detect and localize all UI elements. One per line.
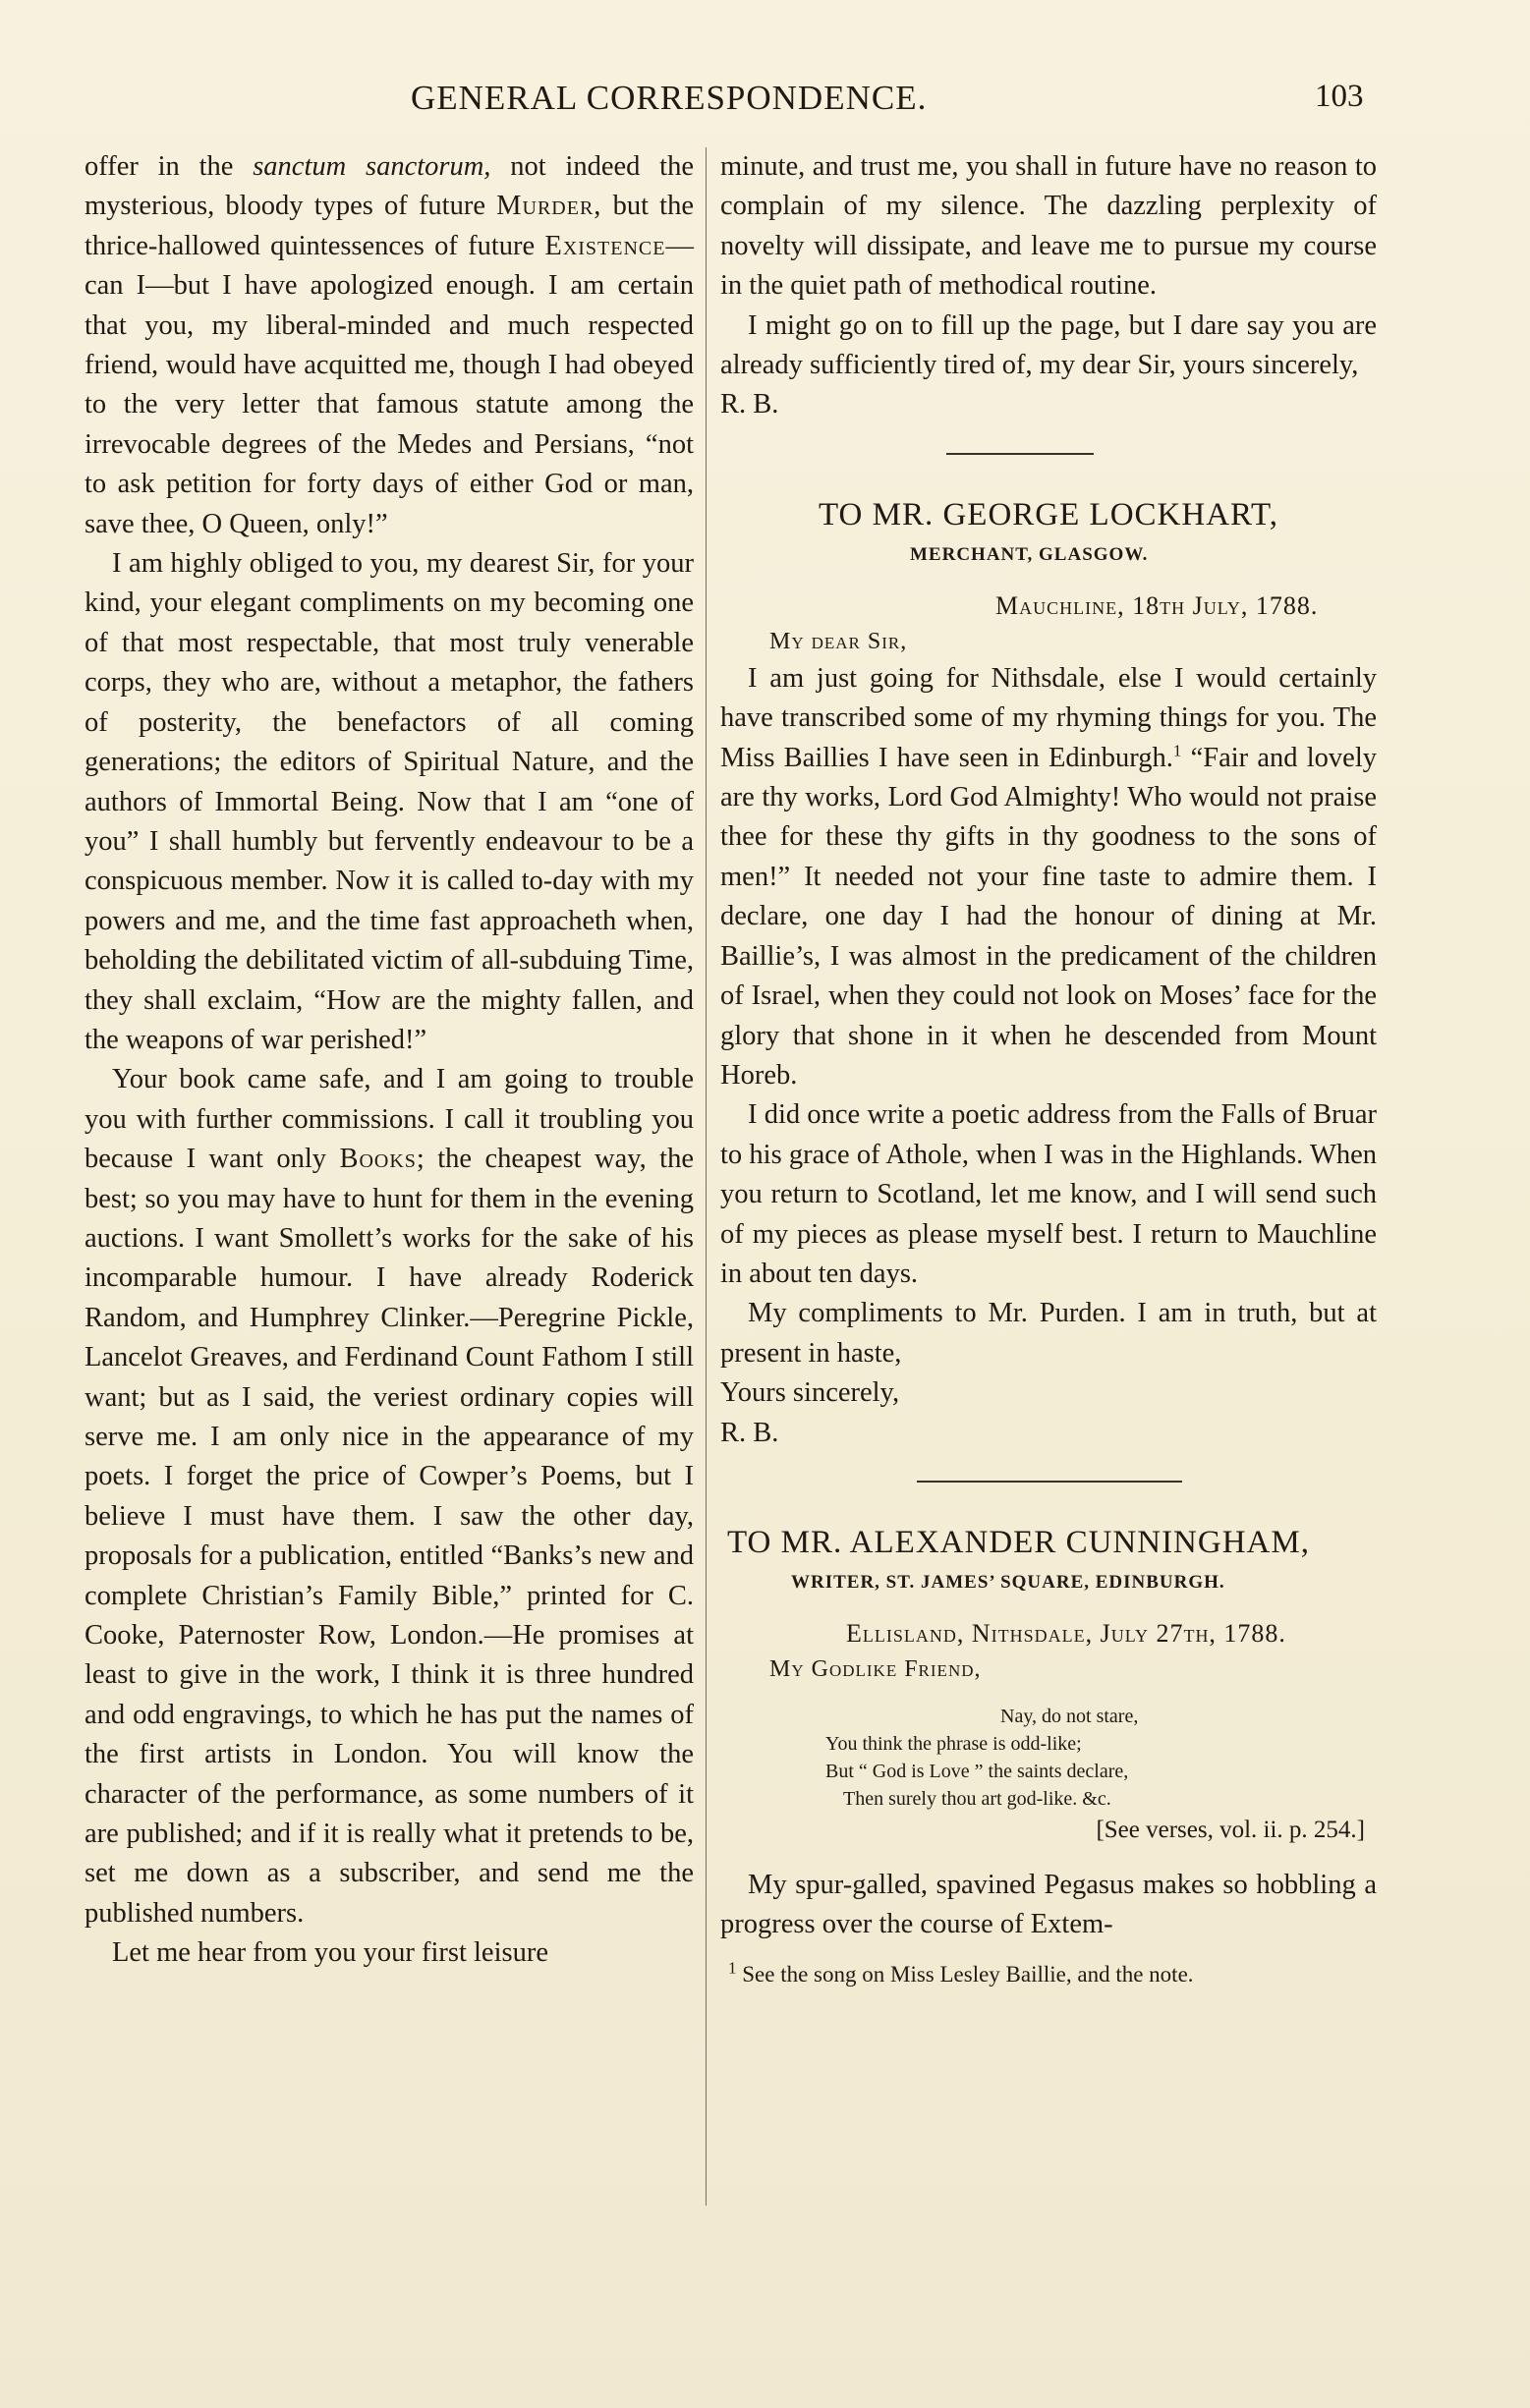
footnote-reference: 1 [1172, 741, 1182, 760]
verse-line: Then surely thou art god-like. &c. [843, 1787, 1111, 1810]
section-divider [946, 453, 1094, 455]
letter-subheading: WRITER, ST. JAMES’ SQUARE, EDINBURGH. [791, 1571, 1225, 1593]
salutation: My dear Sir, [769, 628, 908, 654]
paragraph: offer in the sanctum sanctorum, not indeed the mysterious, bloody types of future Murder, but the thrice-hallowed quintessences of future Existence—can I—but I have apologized enough. I am certain that you, my liberal-minded and much respected friend, would have acquitted me, though I had obeyed to the very letter that famous statute among the irrevocable degrees of the Medes and Persians, “not to ask petition for forty days of either God or man, save thee, O Queen, only!” [85, 151, 694, 539]
paragraph: I did once write a poetic address from the Falls of Bruar to his grace of Athole, when I was in the Highlands. When you return to Scotland, let me know, and I will send such of my pieces as please myself best. I return to Mauchline in about ten days. [720, 1099, 1377, 1289]
verse-reference: [See verses, vol. ii. p. 254.] [1096, 1816, 1365, 1843]
left-column [85, 147, 694, 1974]
salutation: My Godlike Friend, [769, 1655, 982, 1682]
closing: Yours sincerely, [720, 1377, 900, 1409]
paragraph: I might go on to fill up the page, but I dare say you are already sufficiently tired of, my dear Sir, yours sincerely, [720, 309, 1377, 381]
letter-heading: TO MR. GEORGE LOCKHART, [818, 496, 1279, 532]
verse-line: Nay, do not stare, [1000, 1705, 1139, 1727]
paragraph: My compliments to Mr. Purden. I am in truth, but at present in haste, [720, 1298, 1377, 1369]
paragraph: I am just going for Nithsdale, else I would certainly have transcribed some of my rhyming things for you. The Miss Baillies I have seen in Edinburgh.$^1$ “Fair and lovely are thy works, Lord God Almighty! Who would not praise thee for these thy gifts in thy goodness to the sons of men!” It needed not your fine taste to admire them. I declare, one day I had the honour of dining at Mr. Baillie’s, I was almost in the predicament of the children of Israel, when they could not look on Moses’ face for the glory that shone in it when he descended from Mount Horeb. [720, 662, 1377, 1091]
section-divider [917, 1481, 1182, 1483]
verse-line: You think the phrase is odd-like; [825, 1732, 1082, 1755]
column-divider [706, 147, 707, 2206]
paragraph: minute, and trust me, you shall in future have no reason to complain of my silence. The dazzling perplexity of novelty will dissipate, and leave me to pursue my course in the quiet path of methodical routine. [720, 151, 1377, 302]
running-title: GENERAL CORRESPONDENCE. [411, 79, 928, 117]
letter-dateline: Mauchline, 18th July, 1788. [995, 590, 1319, 620]
right-column [720, 147, 1377, 1990]
letter-subheading: MERCHANT, GLASGOW. [910, 543, 1149, 565]
page-number: 103 [1315, 79, 1364, 114]
paragraph: My spur-galled, spavined Pegasus makes so hobbling a progress over the course of Extem- [720, 1869, 1377, 1940]
verse-line: But “ God is Love ” the saints declare, [825, 1760, 1129, 1782]
letter-dateline: Ellisland, Nithsdale, July 27th, 1788. [846, 1618, 1286, 1648]
letter-heading: TO MR. ALEXANDER CUNNINGHAM, [727, 1524, 1310, 1560]
footnote: $^1$ See the song on Miss Lesley Baillie, and the note. [728, 1958, 1194, 1987]
paragraph: I am highly obliged to you, my dearest Sir, for your kind, your elegant compliments on my becoming one of that most respectable, that most truly venerable corps, they who are, without a metaphor, the fathers of posterity, the benefactors of all coming generations; the editors of Spiritual Nature, and the authors of Immortal Being. Now that I am “one of you” I shall humbly but fervently endeavour to be a conspicuous member. Now it is called to-day with my powers and me, and the time fast approacheth when, beholding the debilitated victim of all-subduing Time, they shall exclaim, “How are the mighty fallen, and the weapons of war perished!” [85, 548, 694, 1055]
paragraph: Your book came safe, and I am going to trouble you with further commissions. I call it troubling you because I want only Books; the cheapest way, the best; so you may have to hunt for them in the evening auctions. I want Smollett’s works for the sake of his incomparable humour. I have already Roderick Random, and Humphrey Clinker.—Peregrine Pickle, Lancelot Greaves, and Ferdinand Count Fathom I still want; but as I said, the veriest ordinary copies will serve me. I am only nice in the appearance of my poets. I forget the price of Cowper’s Poems, but I believe I must have them. I saw the other day, proposals for a publication, entitled “Banks’s new and complete Christian’s Family Bible,” printed for C. Cooke, Paternoster Row, London.—He promises at least to give in the work, I think it is three hundred and odd engravings, to which he has put the names of the first artists in London. You will know the character of the performance, as some numbers of it are published; and if it is really what it pretends to be, set me down as a subscriber, and send me the published numbers. [85, 1064, 695, 1929]
footnote-marker: 1 [728, 1958, 737, 1978]
signature: R. B. [720, 1417, 779, 1448]
signature: R. B. [720, 389, 779, 420]
paragraph: Let me hear from you your first leisure [112, 1937, 548, 1969]
running-head [0, 79, 1530, 128]
verse-block [720, 1703, 1377, 1813]
